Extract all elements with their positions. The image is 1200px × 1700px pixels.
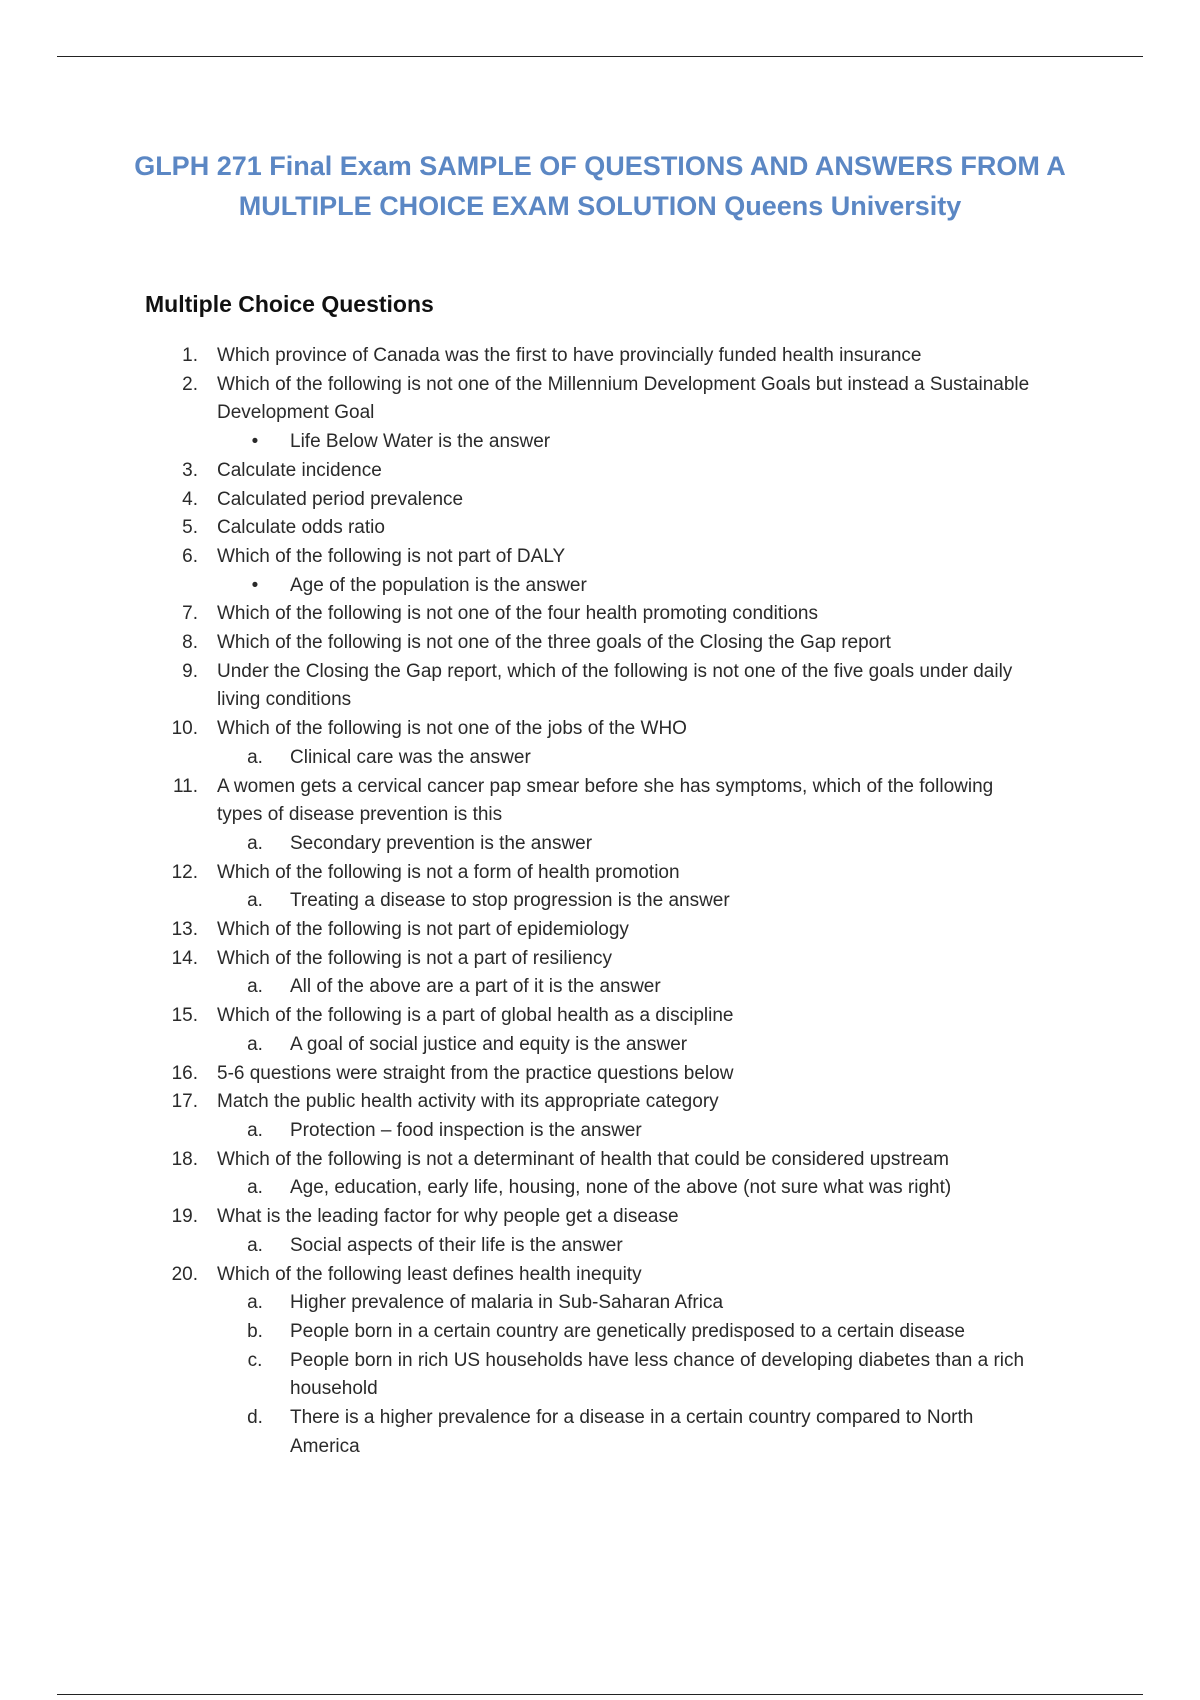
question-number: 3. — [182, 459, 198, 481]
question-text: Calculated period prevalence — [217, 488, 464, 510]
title-line-1: GLPH 271 Final Exam SAMPLE OF QUESTIONS AND ANSWERS FROM A — [134, 151, 1066, 181]
answer-text: Age, education, early life, housing, none of the above (not sure what was right) — [290, 1177, 952, 1199]
question-number: 19. — [171, 1206, 198, 1228]
answer-text: Clinical care was the answer — [290, 746, 531, 768]
question-text: What is the leading factor for why people get a disease — [217, 1206, 679, 1228]
question-item — [0, 486, 1200, 515]
question-number: 6. — [182, 545, 198, 567]
answer-item — [0, 1117, 1200, 1146]
top-rule — [57, 56, 1143, 57]
answer-text: Social aspects of their life is the answer — [290, 1234, 623, 1256]
answer-item — [0, 744, 1200, 773]
question-text: Under the Closing the Gap report, which of the following is not one of the five goals under daily living conditions — [217, 660, 1013, 711]
answer-item — [0, 973, 1200, 1002]
answer-text: There is a higher prevalence for a disease in a certain country compared to North America — [290, 1407, 974, 1457]
answer-item — [0, 1031, 1200, 1060]
question-text: Which of the following is not part of DALY — [217, 545, 566, 567]
question-item — [0, 457, 1200, 486]
question-number: 8. — [182, 632, 198, 654]
question-text: Which of the following is not one of the Millennium Development Goals but instead a Sustainable Development Goal — [217, 373, 1030, 424]
question-number: 12. — [171, 861, 198, 883]
question-item — [0, 916, 1200, 945]
question-item — [0, 543, 1200, 572]
question-number: 13. — [171, 919, 198, 941]
answer-text: Treating a disease to stop progression is the answer — [290, 890, 730, 912]
answer-text: Protection – food inspection is the answer — [290, 1119, 642, 1141]
question-text: Calculate incidence — [217, 459, 382, 481]
answer-letter: a. — [247, 1292, 263, 1314]
question-number: 2. — [182, 373, 198, 395]
question-item — [0, 600, 1200, 629]
answer-item — [0, 1232, 1200, 1261]
answer-item — [0, 1174, 1200, 1203]
answer-text: Secondary prevention is the answer — [290, 832, 593, 854]
bullet-icon: • — [251, 431, 259, 453]
answer-text: All of the above are a part of it is the answer — [290, 976, 661, 998]
question-number: 17. — [171, 1091, 198, 1113]
question-text: Calculate odds ratio — [217, 517, 385, 539]
answer-text: Higher prevalence of malaria in Sub-Saharan Africa — [290, 1292, 724, 1314]
question-text: Which of the following is not a form of health promotion — [217, 861, 680, 883]
question-text: Which of the following is not one of the jobs of the WHO — [217, 718, 687, 740]
question-text: Which of the following is not a part of resiliency — [217, 947, 612, 969]
question-text: A women gets a cervical cancer pap smear before she has symptoms, which of the following types of disease prevention is this — [217, 775, 994, 826]
answer-letter: a. — [247, 1119, 263, 1141]
question-item — [0, 715, 1200, 744]
section-heading: Multiple Choice Questions — [145, 291, 434, 317]
answer-text: People born in rich US households have less chance of developing diabetes than a rich household — [290, 1349, 1025, 1400]
question-item — [0, 859, 1200, 888]
question-number: 9. — [182, 660, 198, 682]
answer-text: A goal of social justice and equity is the answer — [290, 1033, 688, 1055]
question-item — [0, 514, 1200, 543]
answer-letter: c. — [247, 1349, 263, 1371]
question-item — [0, 1088, 1200, 1117]
question-item — [0, 342, 1200, 371]
question-number: 20. — [171, 1263, 198, 1285]
question-number: 11. — [172, 775, 198, 797]
answer-item — [0, 887, 1200, 916]
answer-item — [0, 1347, 1200, 1404]
answer-item — [0, 1289, 1200, 1318]
document-title — [120, 146, 1080, 226]
question-text: Which of the following is a part of global health as a discipline — [217, 1005, 734, 1027]
question-item — [0, 945, 1200, 974]
answer-letter: a. — [247, 746, 263, 768]
question-item — [0, 1060, 1200, 1089]
question-item — [0, 1146, 1200, 1175]
answer-text: People born in a certain country are genetically predisposed to a certain disease — [290, 1320, 965, 1342]
answer-item — [0, 428, 1200, 457]
question-number: 14. — [171, 947, 198, 969]
question-number: 18. — [171, 1148, 198, 1170]
answer-letter: d. — [247, 1407, 263, 1429]
question-item — [0, 371, 1200, 428]
question-item — [0, 773, 1200, 830]
question-text: Which of the following least defines health inequity — [217, 1263, 642, 1285]
question-text: Which of the following is not one of the three goals of the Closing the Gap report — [217, 632, 891, 654]
answer-text: Life Below Water is the answer — [290, 431, 551, 453]
question-item — [0, 1002, 1200, 1031]
question-item — [0, 1203, 1200, 1232]
question-text: Match the public health activity with its appropriate category — [217, 1091, 719, 1113]
bullet-icon: • — [251, 574, 259, 596]
question-text: Which of the following is not a determinant of health that could be considered upstream — [217, 1148, 949, 1170]
answer-item — [0, 1318, 1200, 1347]
question-text: Which of the following is not part of epidemiology — [217, 919, 629, 941]
answer-letter: b. — [247, 1320, 263, 1342]
question-item — [0, 1261, 1200, 1290]
answer-item — [0, 830, 1200, 859]
question-item — [0, 629, 1200, 658]
question-number: 1. — [182, 345, 198, 366]
question-item — [0, 658, 1200, 715]
question-list — [0, 342, 1200, 1461]
question-number: 5. — [182, 517, 198, 539]
question-text: Which of the following is not one of the four health promoting conditions — [217, 603, 818, 625]
question-number: 7. — [182, 603, 198, 625]
answer-letter: a. — [247, 1177, 263, 1199]
answer-letter: a. — [247, 890, 263, 912]
question-number: 4. — [182, 488, 198, 510]
title-line-2: MULTIPLE CHOICE EXAM SOLUTION Queens University — [238, 191, 962, 221]
question-number: 15. — [171, 1005, 198, 1027]
answer-item — [0, 1404, 1200, 1461]
question-number: 16. — [171, 1062, 198, 1084]
answer-text: Age of the population is the answer — [290, 574, 587, 596]
answer-letter: a. — [247, 832, 263, 854]
bottom-rule — [57, 1694, 1143, 1695]
question-text: 5-6 questions were straight from the practice questions below — [217, 1062, 734, 1084]
answer-letter: a. — [247, 1033, 263, 1055]
answer-letter: a. — [247, 976, 263, 998]
answer-item — [0, 572, 1200, 601]
question-number: 10. — [171, 718, 198, 740]
question-text: Which province of Canada was the first to have provincially funded health insurance — [217, 345, 922, 366]
answer-letter: a. — [247, 1234, 263, 1256]
